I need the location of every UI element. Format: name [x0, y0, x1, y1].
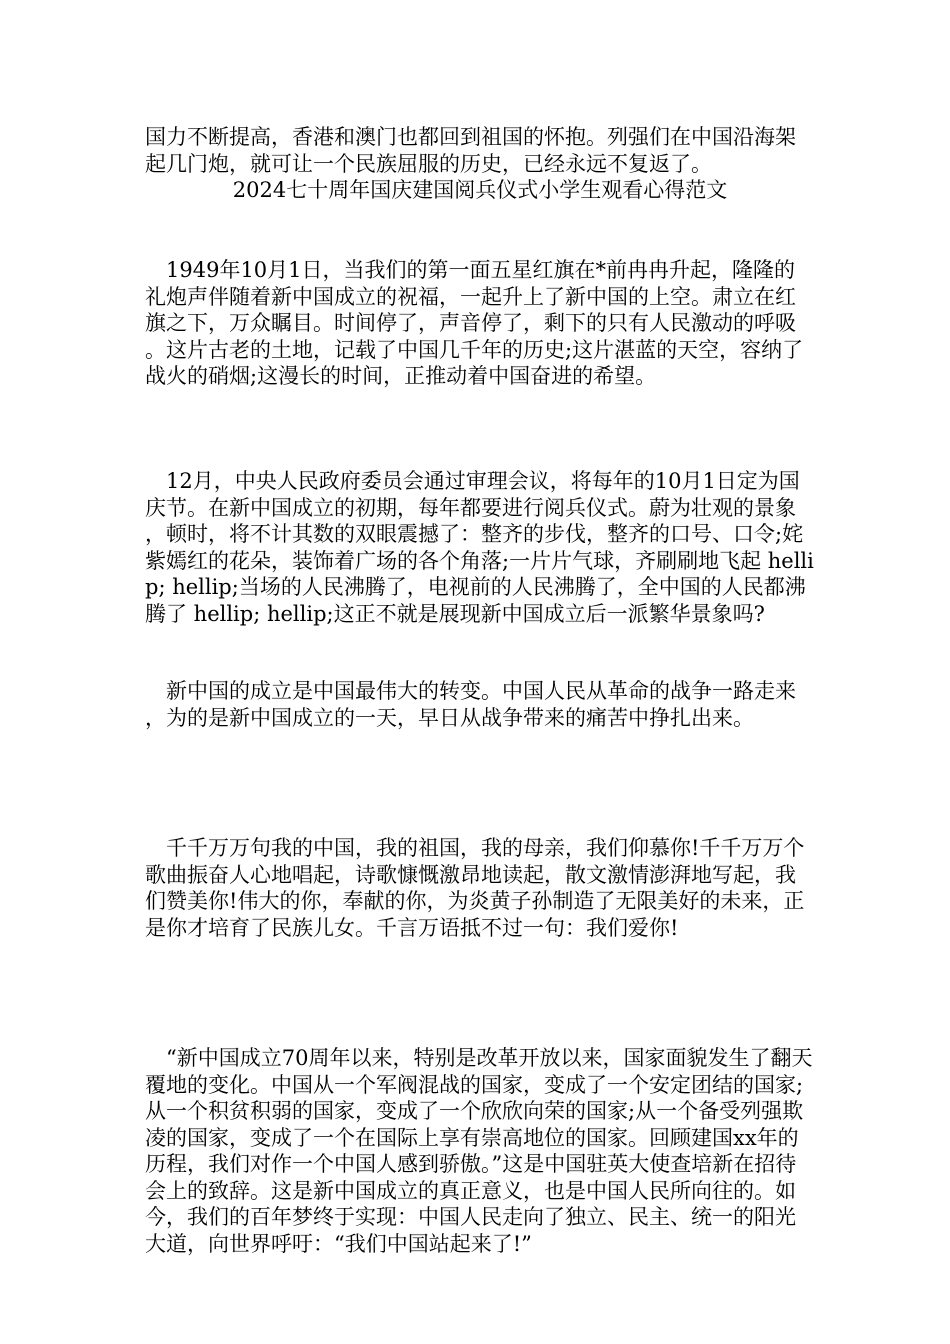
paragraph-5: “新中国成立70周年以来，特别是改革开放以来，国家面貌发生了翻天覆地的变化。中国从一个军阀混战的国家，变成了一个安定团结的国家;从一个积贫积弱的国家，变成了一个欣欣向荣的国家;从一个备受列强欺凌的国家，变成了一个在国际上享有崇高地位的国家。回顾建国xx年的历程，我们对作一个中国人感到骄傲。”这是中国驻英大使查培新在招待会上的致辞。这是新中国成立的真正意义，也是中国人民所向往的。如今，我们的百年梦终于实现：中国人民走向了独立、民主、统一的阳光大道，向世界呼吁：“我们中国站起来了!”: [145, 1046, 813, 1256]
intro-text: 国力不断提高，香港和澳门也都回到祖国的怀抱。列强们在中国沿海架起几门炮，就可让一个民族屈服的历史，已经永远不复返了。: [145, 125, 796, 176]
paragraph-3: 新中国的成立是中国最伟大的转变。中国人民从革命的战争一路走来，为的是新中国成立的一天，早日从战争带来的痛苦中挣扎出来。: [145, 679, 796, 730]
paragraph-1: 1949年10月1日，当我们的第一面五星红旗在*前冉冉升起，隆隆的礼炮声伴随着新中国成立的祝福，一起升上了新中国的上空。肃立在红旗之下，万众瞩目。时间停了，声音停了，剩下的只有人民激动的呼吸。这片古老的土地，记载了中国几千年的历史;这片湛蓝的天空，容纳了战火的硝烟;这漫长的时间，正推动着中国奋进的希望。: [145, 258, 804, 388]
document-title: 2024七十周年国庆建国阅兵仪式小学生观看心得范文: [232, 178, 728, 202]
paragraph-4: 千千万万句我的中国，我的祖国，我的母亲，我们仰慕你!千千万万个歌曲振奋人心地唱起，诗歌慷慨激昂地读起，散文激情澎湃地写起，我们赞美你!伟大的你，奉献的你，为炎黄子孙制造了无限美好的未来，正是你才培育了民族儿女。千言万语抵不过一句：我们爱你!: [145, 836, 805, 940]
paragraph-2: 12月，中央人民政府委员会通过审理会议，将每年的10月1日定为国庆节。在新中国成立的初期，每年都要进行阅兵仪式。蔚为壮观的景象，顿时，将不计其数的双眼震撼了：整齐的步伐，整齐的口号、口令;姹紫嫣红的花朵，装饰着广场的各个角落;一片片气球，齐刷刷地飞起 hellip; hellip;当场的人民沸腾了，电视前的人民沸腾了，全中国的人民都沸腾了 hellip; hellip;这正不就是展现新中国成立后一派繁华景象吗?: [145, 469, 814, 626]
